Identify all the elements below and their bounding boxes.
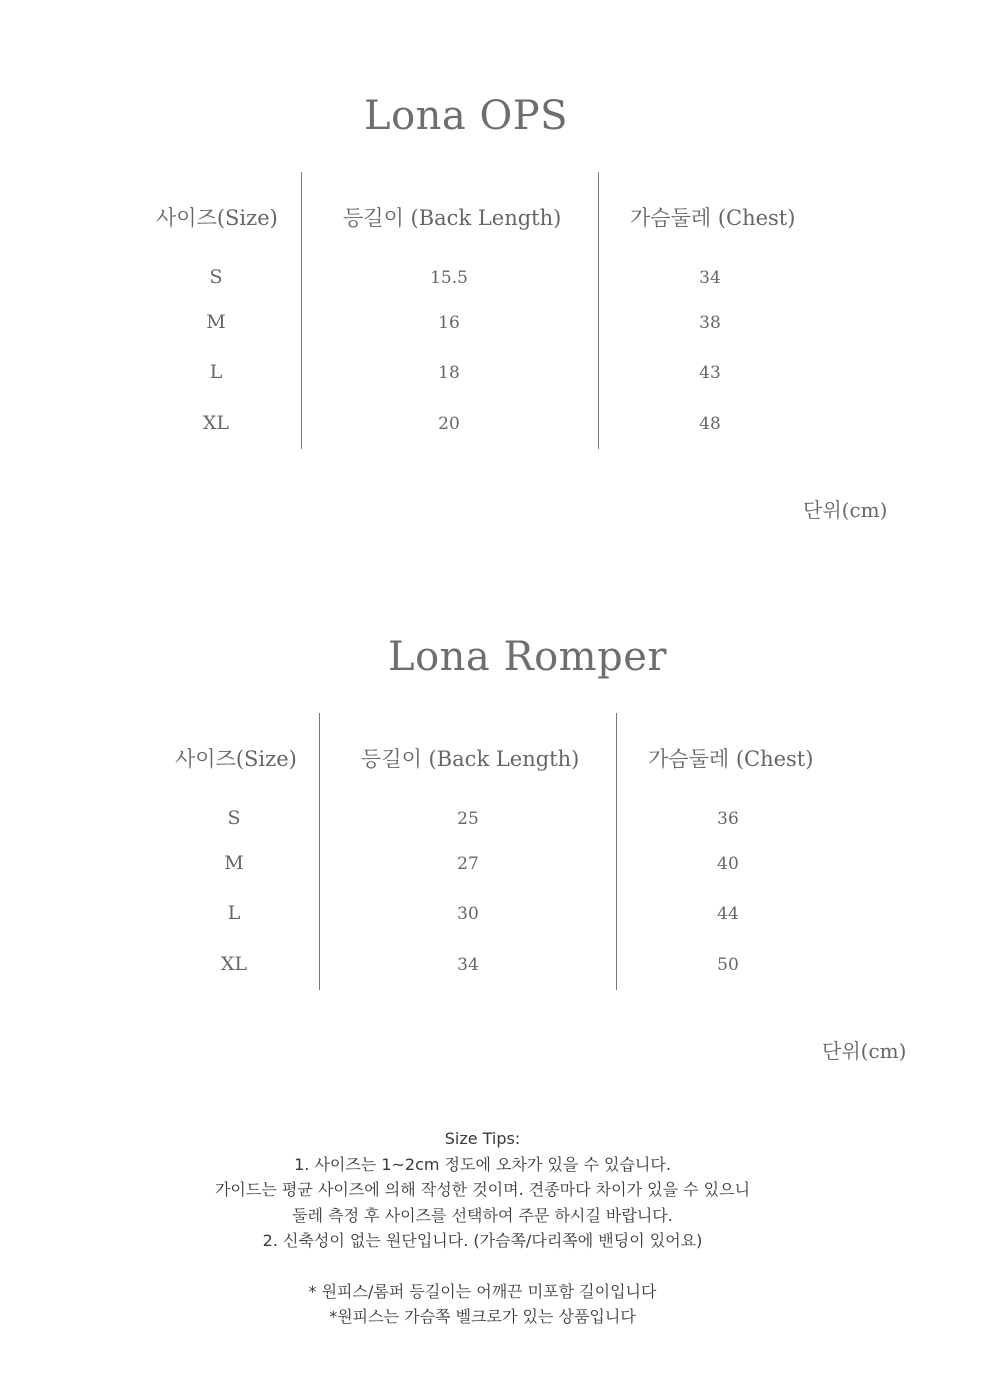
back-length-cell: 27: [457, 854, 479, 874]
table-title: Lona OPS: [364, 93, 569, 139]
chest-cell: 40: [717, 854, 739, 874]
chest-cell: 34: [699, 268, 721, 288]
unit-label: 단위(cm): [803, 498, 888, 522]
column-header-back-length: 등길이 (Back Length): [343, 206, 562, 230]
column-divider: [301, 172, 302, 449]
size-tips-heading: Size Tips:: [444, 1129, 521, 1148]
size-cell: M: [206, 311, 226, 333]
table-title: Lona Romper: [388, 634, 667, 680]
size-tip-line: 둘레 측정 후 사이즈를 선택하여 주문 하시길 바랍니다.: [292, 1205, 673, 1225]
back-length-cell: 20: [438, 414, 460, 434]
size-tip-line: 2. 신축성이 없는 원단입니다. (가슴쪽/다리쪽에 밴딩이 있어요): [262, 1231, 703, 1250]
chest-cell: 48: [699, 414, 721, 434]
spacer: [0, 1254, 965, 1279]
size-cell: S: [227, 807, 241, 829]
back-length-cell: 16: [438, 313, 460, 333]
back-length-cell: 15.5: [430, 268, 468, 288]
size-cell: L: [227, 902, 241, 924]
back-length-cell: 18: [438, 363, 460, 383]
size-cell: M: [224, 852, 244, 874]
chest-cell: 38: [699, 313, 721, 333]
back-length-cell: 34: [457, 955, 479, 975]
size-tip-line: 1. 사이즈는 1~2cm 정도에 오차가 있을 수 있습니다.: [294, 1154, 671, 1174]
size-cell: S: [209, 266, 223, 288]
size-cell: XL: [202, 412, 230, 434]
size-note-line: * 원피스/롬퍼 등길이는 어깨끈 미포함 길이입니다: [308, 1281, 657, 1301]
chest-cell: 50: [717, 955, 739, 975]
size-tip-line: 가이드는 평균 사이즈에 의해 작성한 것이며. 견종마다 차이가 있을 수 있으니: [214, 1180, 751, 1199]
column-header-size: 사이즈(Size): [175, 747, 297, 771]
size-note-line: *원피스는 가슴쪽 벨크로가 있는 상품입니다: [329, 1307, 636, 1326]
unit-label: 단위(cm): [822, 1039, 907, 1063]
column-divider: [319, 713, 320, 990]
size-cell: L: [209, 361, 223, 383]
column-header-chest: 가슴둘레 (Chest): [648, 747, 814, 771]
back-length-cell: 30: [457, 904, 479, 924]
column-header-size: 사이즈(Size): [156, 206, 278, 230]
back-length-cell: 25: [457, 809, 479, 829]
column-header-chest: 가슴둘레 (Chest): [630, 206, 796, 230]
size-cell: XL: [220, 953, 248, 975]
column-divider: [616, 713, 617, 990]
chest-cell: 43: [699, 363, 721, 383]
chest-cell: 44: [717, 904, 739, 924]
size-tips: [0, 1126, 965, 1330]
column-header-back-length: 등길이 (Back Length): [361, 747, 580, 771]
chest-cell: 36: [717, 809, 739, 829]
column-divider: [598, 172, 599, 449]
